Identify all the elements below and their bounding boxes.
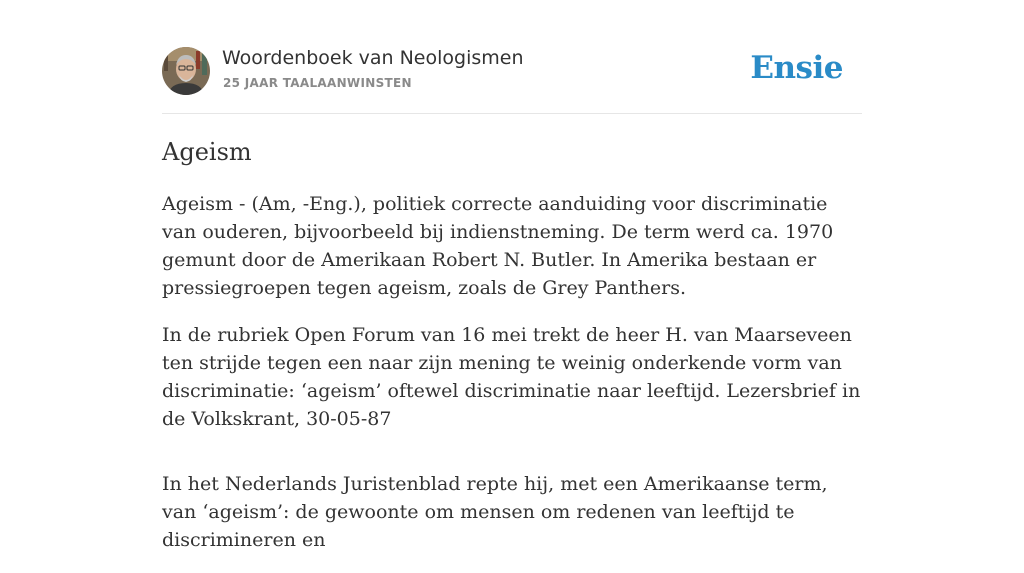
entry-content xyxy=(162,190,862,573)
header-divider xyxy=(162,113,862,114)
avatar[interactable] xyxy=(162,47,210,95)
brand-logo[interactable]: Ensie xyxy=(750,50,843,86)
entry-paragraph: Ageism - (Am, -Eng.), politiek correcte aanduiding voor discriminatie van ouderen, bijvoorbeeld bij indienstneming. De term werd ca. 1970 gemunt door de Amerikaan Robert N. Butler. In Amerika bestaan er pressiegroepen tegen ageism, zoals de Grey Panthers. xyxy=(162,193,834,299)
site-subtitle: 25 JAAR TAALAANWINSTEN xyxy=(223,76,412,90)
entry-paragraph: In het Nederlands Juristenblad repte hij, met een Amerikaanse term, van ‘ageism’: de gewoonte om mensen om redenen van leeftijd te discrimineren en xyxy=(162,473,828,551)
entry-title: Ageism xyxy=(162,138,252,166)
entry-paragraph: In de rubriek Open Forum van 16 mei trekt de heer H. van Maarseveen ten strijde tegen een naar zijn mening te weinig onderkende vorm van discriminatie: ‘ageism’ oftewel discriminatie naar leeftijd. Lezersbrief in de Volkskrant, 30-05-87 xyxy=(162,324,861,430)
site-title[interactable]: Woordenboek van Neologismen xyxy=(222,47,524,69)
site-header xyxy=(162,46,862,96)
author-photo-icon xyxy=(162,47,210,95)
